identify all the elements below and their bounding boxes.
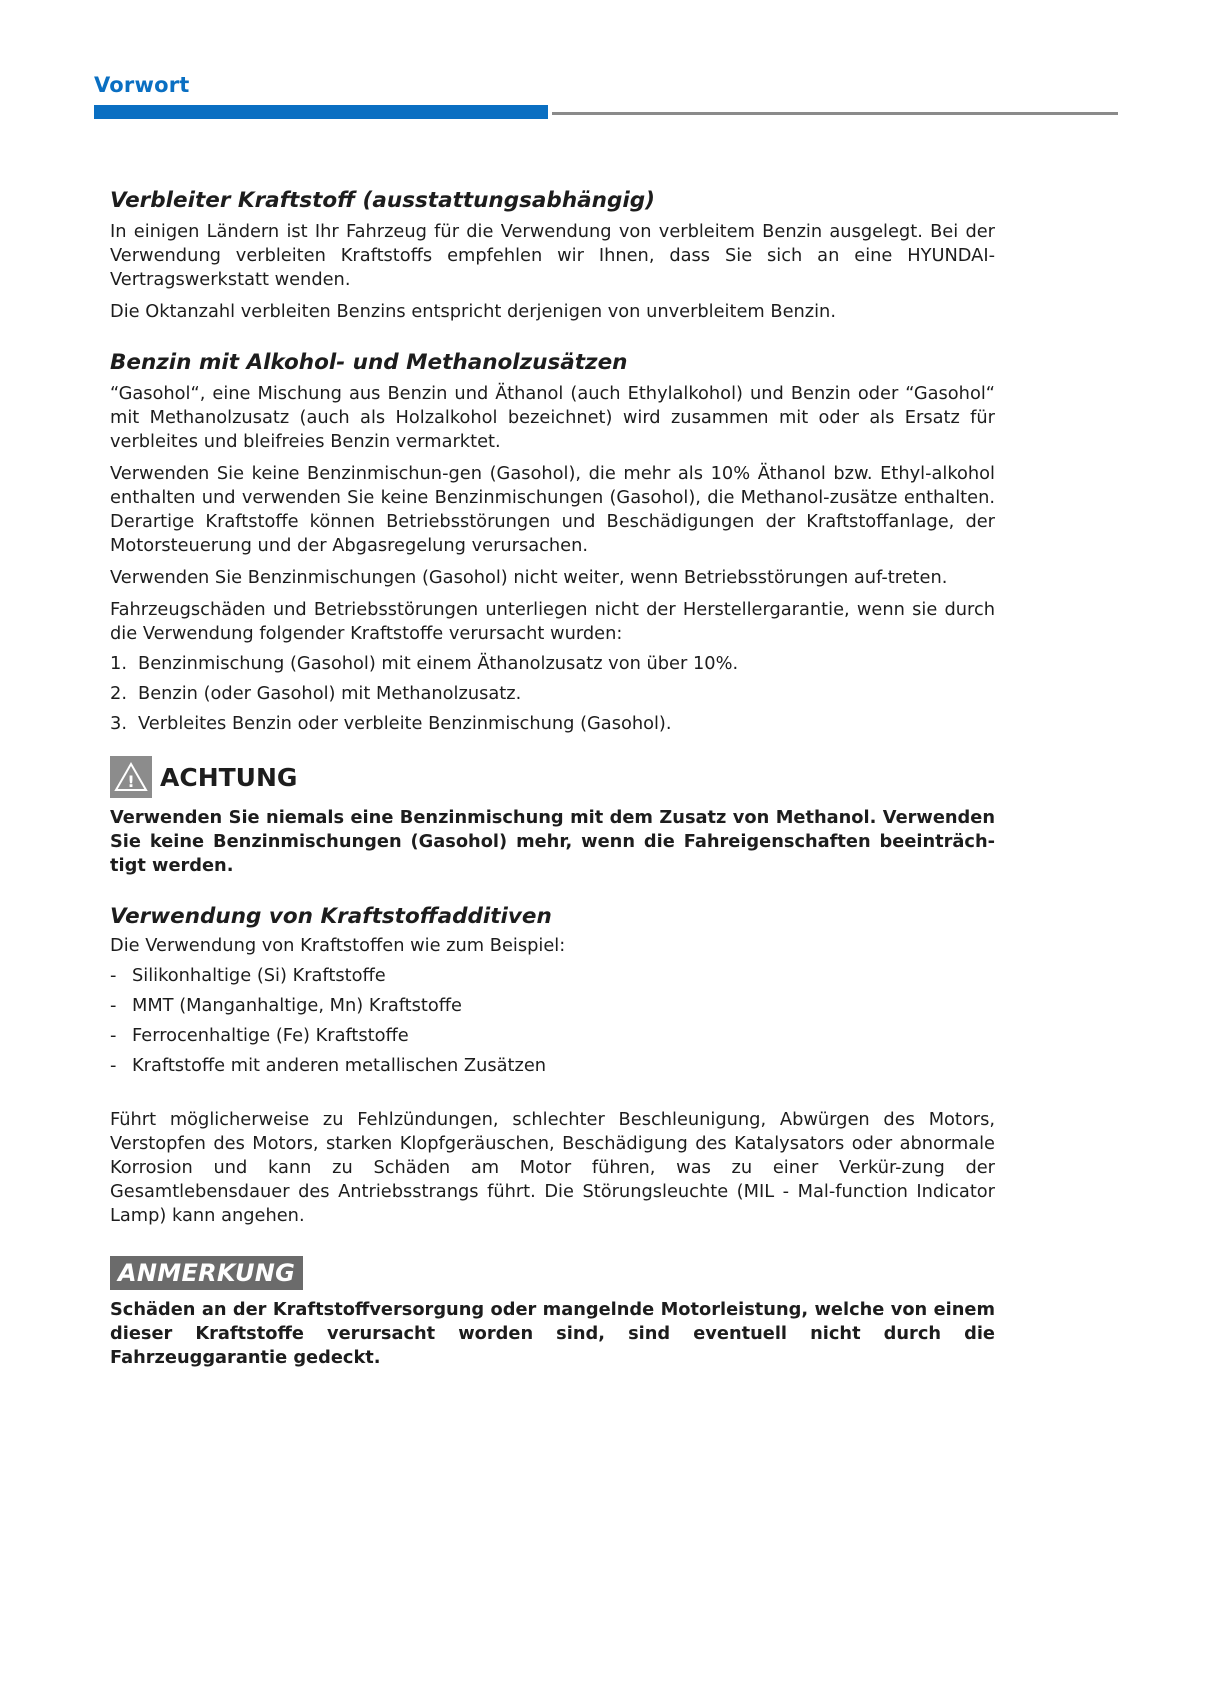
list-bullet: - (110, 965, 117, 986)
list-item (110, 652, 995, 676)
paragraph: Verwenden Sie Benzinmischungen (Gasohol) nicht weiter, wenn Betriebsstörungen auf-treten. (110, 567, 948, 588)
caution-text: Verwenden Sie niemals eine Benzinmischung mit dem Zusatz von Methanol. Verwenden Sie keine Benzinmischungen (Gasohol) mehr, wenn die Fahreigenschaften beeinträch-tigt werden. (110, 807, 995, 876)
warning-triangle-icon (110, 756, 152, 798)
header-rule-gray (552, 112, 1118, 115)
list-bullet: - (110, 995, 117, 1016)
list-item (110, 1024, 995, 1048)
list-text: Benzinmischung (Gasohol) mit einem Äthanolzusatz von über 10%. (138, 653, 739, 674)
warning-exclamation: ! (127, 772, 135, 791)
list-number: 1. (110, 653, 127, 674)
page-section-title: Vorwort (94, 73, 190, 97)
paragraph: In einigen Ländern ist Ihr Fahrzeug für die Verwendung von verbleitem Benzin ausgelegt. Bei der Verwendung verbleiten Kraftstoffs empfehlen wir Ihnen, dass Sie sich an eine HYUNDAI-Vertragswerkstatt wenden. (110, 221, 995, 290)
additive-list (110, 964, 995, 1078)
caution-title: ACHTUNG (160, 762, 298, 792)
list-number: 2. (110, 683, 127, 704)
paragraph: Die Oktanzahl verbleiten Benzins entspricht derjenigen von unverbleitem Benzin. (110, 301, 836, 322)
list-text: Verbleites Benzin oder verbleite Benzinmischung (Gasohol). (138, 713, 672, 734)
list-text: Ferrocenhaltige (Fe) Kraftstoffe (132, 1025, 409, 1046)
list-item (110, 682, 995, 706)
header-rule-blue (94, 105, 548, 119)
heading-fuel-additives: Verwendung von Kraftstoffadditiven (110, 904, 552, 929)
list-bullet: - (110, 1025, 117, 1046)
list-item (110, 1054, 995, 1078)
list-text: Silikonhaltige (Si) Kraftstoffe (132, 965, 386, 986)
heading-alcohol-fuel: Benzin mit Alkohol- und Methanolzusätzen (110, 350, 628, 375)
list-number: 3. (110, 713, 127, 734)
caution-header (110, 756, 995, 798)
list-text: Benzin (oder Gasohol) mit Methanolzusatz. (138, 683, 522, 704)
paragraph: Führt möglicherweise zu Fehlzündungen, schlechter Beschleunigung, Abwürgen des Motors, Verstopfen des Motors, starken Klopfgeräuschen, Beschädigung des Katalysators oder abnormale Korrosion und kann zu Schäden am Motor führen, was zu einer Verkür-zung der Gesamtlebensdauer des Antriebsstrangs führt. Die Störungsleuchte (MIL - Mal-function Indicator Lamp) kann angehen. (110, 1109, 995, 1226)
paragraph: Fahrzeugschäden und Betriebsstörungen unterliegen nicht der Herstellergarantie, wenn sie durch die Verwendung folgender Kraftstoffe verursacht wurden: (110, 599, 995, 644)
paragraph: Die Verwendung von Kraftstoffen wie zum Beispiel: (110, 935, 566, 956)
list-text: MMT (Manganhaltige, Mn) Kraftstoffe (132, 995, 462, 1016)
list-item (110, 712, 995, 736)
note-badge: ANMERKUNG (110, 1256, 303, 1290)
paragraph: “Gasohol“, eine Mischung aus Benzin und Äthanol (auch Ethylalkohol) und Benzin oder “Gasohol“ mit Methanolzusatz (auch als Holzalkohol bezeichnet) wird zusammen mit oder als Ersatz für verbleites und bleifreies Benzin vermarktet. (110, 383, 995, 452)
heading-leaded-fuel: Verbleiter Kraftstoff (ausstattungsabhängig) (110, 188, 655, 213)
note-text: Schäden an der Kraftstoffversorgung oder mangelnde Motorleistung, welche von einem dieser Kraftstoffe verursacht worden sind, sind eventuell nicht durch die Fahrzeuggarantie gedeckt. (110, 1299, 995, 1368)
paragraph: Verwenden Sie keine Benzinmischun-gen (Gasohol), die mehr als 10% Äthanol bzw. Ethyl-alkohol enthalten und verwenden Sie keine Benzinmischungen (Gasohol), die Methanol-zusätze enthalten. Derartige Kraftstoffe können Betriebsstörungen und Beschädigungen der Kraftstoffanlage, der Motorsteuerung und der Abgasregelung verursachen. (110, 463, 995, 556)
page-content (110, 186, 995, 1370)
list-bullet: - (110, 1055, 117, 1076)
list-item (110, 964, 995, 988)
fuel-list (110, 652, 995, 736)
list-item (110, 994, 995, 1018)
list-text: Kraftstoffe mit anderen metallischen Zusätzen (132, 1055, 547, 1076)
